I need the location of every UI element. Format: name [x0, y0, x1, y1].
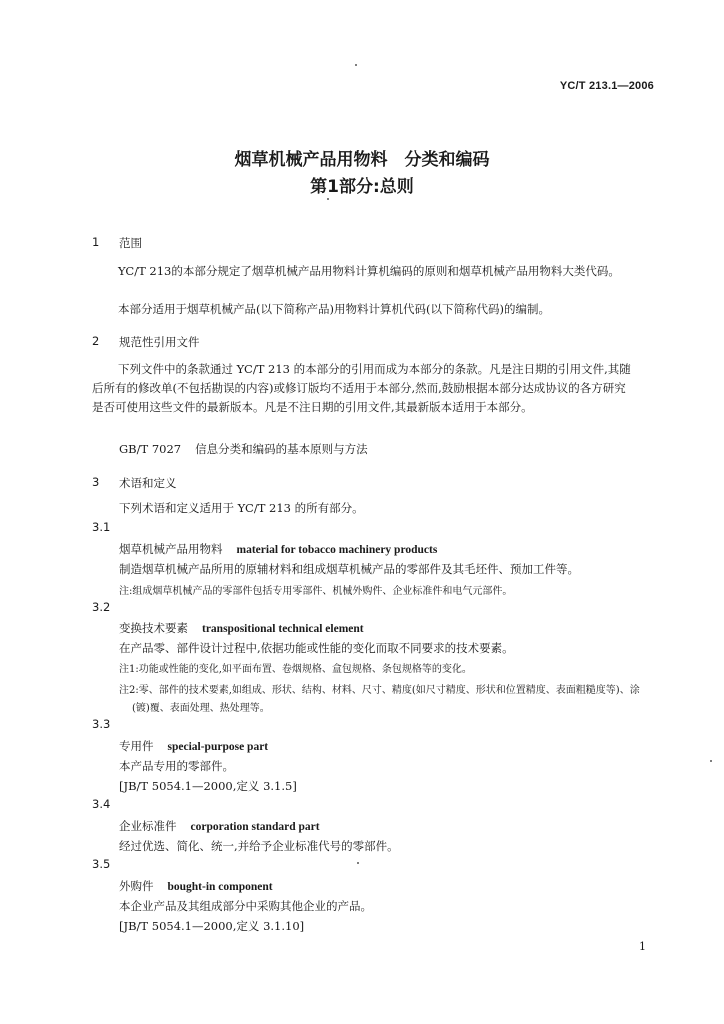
term-3-5-source: [JB/T 5054.1—2000,定义 3.1.10]	[119, 919, 305, 933]
term-3-1-zh: 烟草机械产品用物料	[119, 542, 223, 556]
term-3-3-en: special-purpose part	[167, 741, 269, 753]
term-3-1-en: material for tobacco machinery products	[236, 544, 438, 556]
term-3-3-zh: 专用件	[119, 739, 154, 753]
term-3-3-definition: 本产品专用的零部件。	[119, 759, 234, 773]
term-3-5-heading	[119, 878, 273, 894]
term-3-2-definition: 在产品零、部件设计过程中,依据功能或性能的变化而取不同要求的技术要素。	[119, 641, 514, 655]
page-number: 1	[639, 940, 646, 953]
term-3-5-number: 3.5	[92, 857, 111, 871]
section-2-title: 规范性引用文件	[119, 335, 200, 349]
term-3-2-note-1: 注1:功能或性能的变化,如平面布置、卷烟规格、盒包规格、条包规格等的变化。	[119, 664, 472, 675]
term-3-2-note-2-cont: (镀)覆、表面处理、热处理等。	[132, 703, 270, 714]
term-3-1-number: 3.1	[92, 520, 111, 534]
section-3-title: 术语和定义	[119, 476, 177, 490]
scan-speck	[357, 862, 359, 864]
term-3-2-zh: 变换技术要素	[119, 621, 188, 635]
term-3-5-zh: 外购件	[119, 879, 154, 893]
term-3-3-number: 3.3	[92, 717, 111, 731]
term-3-4-en: corporation standard part	[190, 821, 320, 833]
term-3-2-number: 3.2	[92, 600, 111, 614]
term-3-2-note-2: 注2:零、部件的技术要素,如组成、形状、结构、材料、尺寸、精度(如尺寸精度、形状和位置精度、表面粗糙度等)、涂	[119, 685, 640, 696]
scan-speck	[327, 198, 329, 200]
term-3-3-source: [JB/T 5054.1—2000,定义 3.1.5]	[119, 779, 297, 793]
term-3-4-heading	[119, 818, 320, 834]
scan-speck	[355, 64, 357, 66]
section-3-intro: 下列术语和定义适用于 YC/T 213 的所有部分。	[119, 501, 364, 515]
document-subtitle: 第1部分:总则	[310, 177, 414, 197]
normative-reference	[119, 441, 368, 457]
standard-code: YC/T 213.1—2006	[559, 80, 654, 92]
term-3-1-definition: 制造烟草机械产品所用的原辅材料和组成烟草机械产品的零部件及其毛坯件、预加工件等。	[119, 562, 579, 576]
section-1-paragraph-1: YC/T 213的本部分规定了烟草机械产品用物料计算机编码的原则和烟草机械产品用物料大类代码。	[118, 264, 620, 278]
section-1-title: 范围	[119, 236, 142, 250]
term-3-4-zh: 企业标准件	[119, 819, 177, 833]
section-1-number: 1	[92, 235, 100, 249]
section-2-number: 2	[92, 334, 100, 348]
term-3-1-note: 注:组成烟草机械产品的零部件包括专用零部件、机械外购件、企业标准件和电气元部件。	[119, 586, 513, 597]
term-3-5-definition: 本企业产品及其组成部分中采购其他企业的产品。	[119, 899, 372, 913]
reference-code: GB/T 7027	[119, 442, 182, 456]
reference-title: 信息分类和编码的基本原则与方法	[195, 442, 368, 456]
term-3-3-heading	[119, 738, 268, 754]
term-3-5-en: bought-in component	[167, 881, 273, 893]
term-3-1-heading	[119, 541, 437, 557]
section-1-paragraph-2: 本部分适用于烟草机械产品(以下简称产品)用物料计算机代码(以下简称代码)的编制。	[118, 302, 550, 316]
section-3-number: 3	[92, 475, 100, 489]
document-title: 烟草机械产品用物料 分类和编码	[234, 150, 490, 170]
section-2-paragraph: 下列文件中的条款通过 YC/T 213 的本部分的引用而成为本部分的条款。凡是注日期的引用文件,其随后所有的修改单(不包括勘误的内容)或修订版均不适用于本部分,然而,鼓励根据本部分达成协议的各方研究是否可使用这些文件的最新版本。凡是不注日期的引用文件,其最新版本适用于本部分。	[92, 362, 631, 414]
scan-speck	[710, 760, 712, 762]
term-3-4-definition: 经过优选、简化、统一,并给予企业标准代号的零部件。	[119, 839, 399, 853]
term-3-2-heading	[119, 620, 364, 636]
term-3-4-number: 3.4	[92, 797, 111, 811]
term-3-2-en: transpositional technical element	[202, 623, 364, 635]
